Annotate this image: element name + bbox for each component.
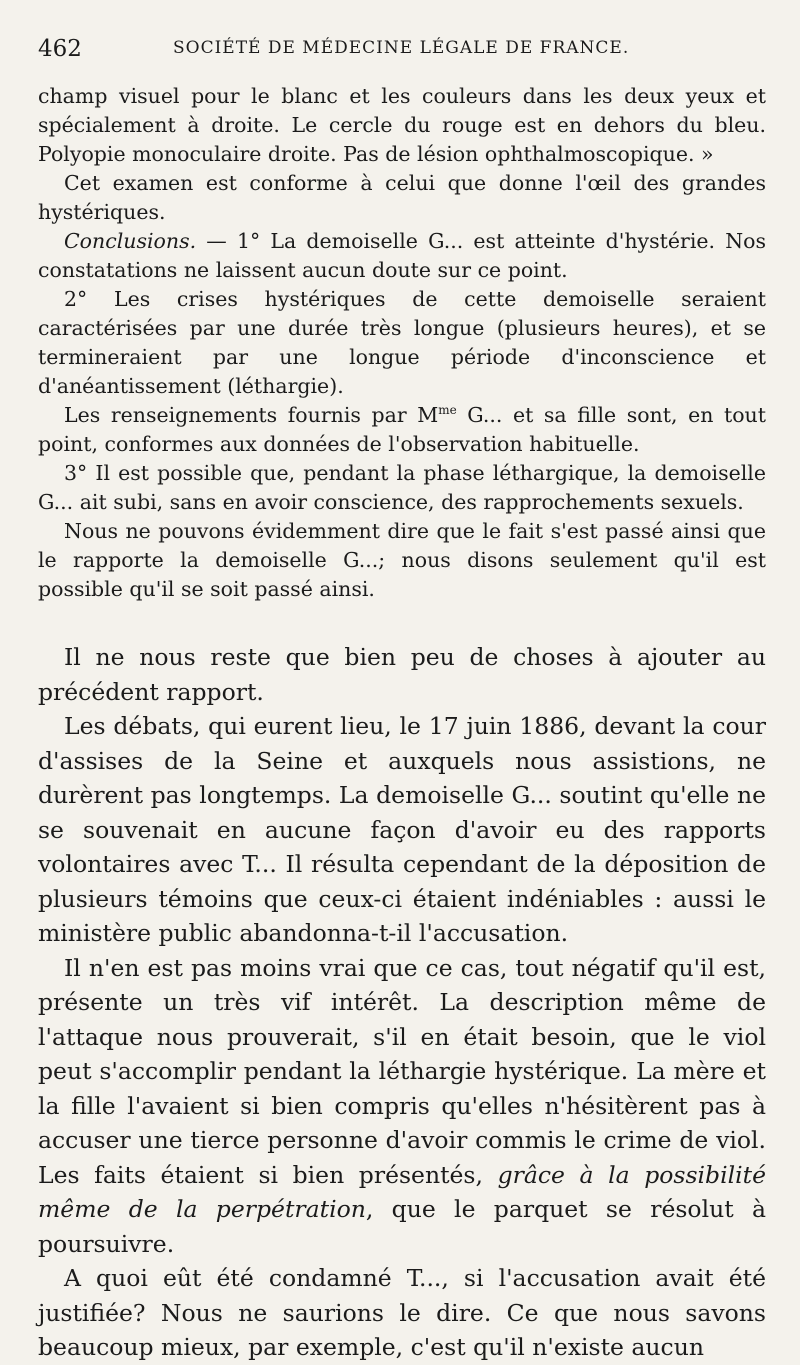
conclusion-3-paragraph: 3° Il est possible que, pendant la phase léthargique, la demoiselle G... ait subi, sans en avoir conscience, des rapprochements sexuels. (38, 461, 766, 514)
page-header (38, 36, 766, 66)
report-paragraph: champ visuel pour le blanc et les couleurs dans les deux yeux et spécialement à droite. Le cercle du rouge est en dehors du bleu. Polyopie monoculaire droite. Pas de lésion ophthalmoscopique. » (38, 84, 766, 166)
report-paragraph (38, 401, 766, 459)
conclusions-paragraph (38, 227, 766, 285)
commentary-text: Il n'en est pas moins vrai que ce cas, tout négatif qu'il est, présente un très vif intérêt. La description même de l'attaque nous prouverait, s'il en était besoin, que le viol peut s'accomplir pendant la léthargie hystérique. La mère et la fille l'avaient si bien compris qu'elles n'hésitèrent pas à accuser une tierce personne d'avoir commis le crime de viol. Les faits étaient si bien présentés, (38, 953, 766, 1189)
conclusions-label: Conclusions. (64, 229, 197, 253)
conclusion-2-paragraph: 2° Les crises hystériques de cette demoiselle seraient caractérisées par une durée très longue (plusieurs heures), et se termineraient par une longue période d'inconscience et d'anéantissement (léthargie). (38, 287, 766, 398)
commentary-paragraph: A quoi eût été condamné T..., si l'accusation avait été justifiée? Nous ne saurions le dire. Ce que nous savons beaucoup mieux, par exemple, c'est qu'il n'existe aucun (38, 1264, 766, 1361)
commentary-section (38, 640, 766, 1365)
report-paragraph: Nous ne pouvons évidemment dire que le fait s'est passé ainsi que le rapporte la demoiselle G...; nous disons seulement qu'il est possible qu'il se soit passé ainsi. (38, 519, 766, 601)
report-text: Les renseignements fournis par M (64, 403, 439, 427)
italic-phrase: grâce à la possibilité même de la perpétration (38, 1160, 766, 1223)
report-text: G... et sa fille sont, en tout point, conformes aux données de l'observation habituelle. (38, 403, 766, 456)
running-title: SOCIÉTÉ DE MÉDECINE LÉGALE DE FRANCE. (173, 38, 630, 58)
commentary-text: , que le parquet se résolut à poursuivre. (38, 1195, 766, 1258)
superscript: me (438, 403, 457, 418)
commentary-paragraph: Il ne nous reste que bien peu de choses à ajouter au précédent rapport. (38, 643, 766, 706)
page-number: 462 (38, 36, 82, 62)
commentary-paragraph (38, 951, 766, 1262)
expert-report-section (38, 82, 766, 604)
book-page (38, 0, 766, 1361)
conclusion-1-text: — 1° La demoiselle G... est atteinte d'hystérie. Nos constatations ne laissent aucun doute sur ce point. (38, 229, 766, 282)
commentary-paragraph: Les débats, qui eurent lieu, le 17 juin 1886, devant la cour d'assises de la Seine et auxquels nous assistions, ne durèrent pas longtemps. La demoiselle G... soutint qu'elle ne se souvenait en aucune façon d'avoir eu des rapports volontaires avec T... Il résulta cependant de la déposition de plusieurs témoins que ceux-ci étaient indéniables : aussi le ministère public abandonna-t-il l'accusation. (38, 712, 766, 947)
report-paragraph: Cet examen est conforme à celui que donne l'œil des grandes hystériques. (38, 171, 766, 224)
